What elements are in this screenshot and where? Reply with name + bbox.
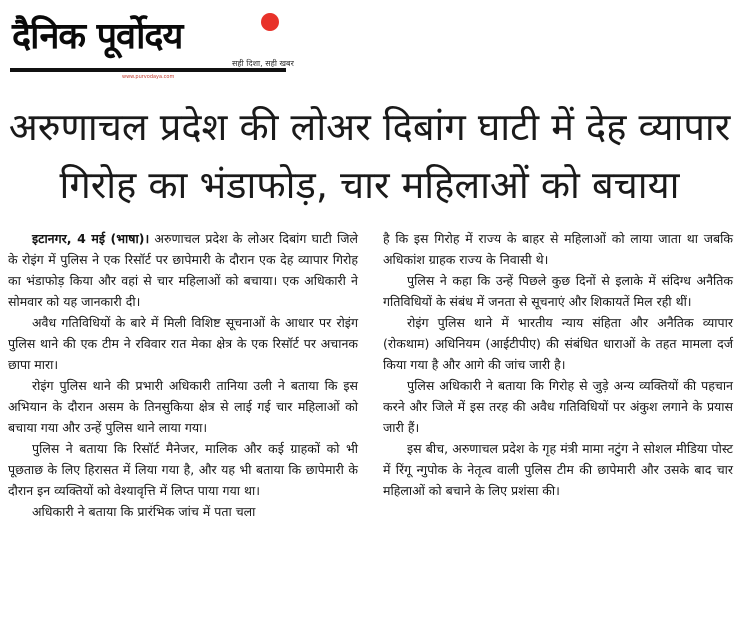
article-paragraph: रोइंग पुलिस थाने की प्रभारी अधिकारी तानिया उली ने बताया कि इस अभियान के दौरान असम के तिनसुकिया क्षेत्र से लाई गई चार महिलाओं को बचाया गया और उन्हें पुलिस थाने लाया गया।	[8, 378, 358, 435]
article-paragraph: इटानगर, 4 मई (भाषा)। अरुणाचल प्रदेश के लोअर दिबांग घाटी जिले के रोइंग में पुलिस ने एक रिसॉर्ट पर छापेमारी के दौरान एक देह व्यापार गिरोह का भंडाफोड़ किया और वहां से चार महिलाओं को बचाया। एक अधिकारी ने सोमवार को यह जानकारी दी।	[8, 231, 358, 309]
masthead-tagline: सही दिशा, सही खबर	[232, 59, 294, 68]
masthead	[10, 4, 294, 80]
sun-logo-icon	[261, 13, 279, 31]
article-paragraph: पुलिस ने कहा कि उन्हें पिछले कुछ दिनों से इलाके में संदिग्ध अनैतिक गतिविधियों के संबंध में जनता से सूचनाएं और शिकायतें मिल रही थीं।	[383, 273, 733, 309]
article-paragraph: है कि इस गिरोह में राज्य के बाहर से महिलाओं को लाया जाता था जबकि अधिकांश ग्राहक राज्य के निवासी थे।	[383, 231, 733, 267]
article-paragraph: पुलिस ने बताया कि रिसॉर्ट मैनेजर, मालिक और कई ग्राहकों को भी पूछताछ के लिए हिरासत में लिया गया है, और यह भी बताया कि छापेमारी के दौरान इन व्यक्तियों को वेश्यावृत्ति में लिप्त पाया गया था।	[8, 441, 358, 498]
headline-line-1: अरुणाचल प्रदेश की लोअर दिबांग घाटी में देह व्यापार	[8, 105, 731, 149]
article-paragraph: इस बीच, अरुणाचल प्रदेश के गृह मंत्री मामा नटुंग ने सोशल मीडिया पोस्ट में रिंगू न्गुपोक के नेतृत्व वाली पुलिस टीम की छापेमारी और उसके बाद चार महिलाओं को बचाने के लिए प्रशंसा की।	[383, 441, 733, 498]
article-paragraph: अधिकारी ने बताया कि प्रारंभिक जांच में पता चला	[32, 504, 256, 519]
article-paragraph: रोइंग पुलिस थाने में भारतीय न्याय संहिता और अनैतिक व्यापार (रोकथाम) अधिनियम (आईटीपीए) की संबंधित धाराओं के तहत मामला दर्ज किया गया है और आगे की जांच जारी है।	[383, 315, 733, 372]
dateline: इटानगर, 4 मई (भाषा)।	[32, 231, 150, 246]
masthead-url: www.purvodaya.com	[122, 74, 175, 80]
article-headline	[0, 98, 739, 214]
newspaper-logo: दैनिक पूर्वोदय	[12, 16, 183, 57]
article-paragraph: पुलिस अधिकारी ने बताया कि गिरोह से जुड़े अन्य व्यक्तियों की पहचान करने और जिले में इस तरह की अवैध गतिविधियों पर अंकुश लगाने के प्रयास जारी हैं।	[383, 378, 733, 435]
article-column-left	[8, 228, 358, 522]
headline-line-2: गिरोह का भंडाफोड़, चार महिलाओं को बचाया	[59, 163, 680, 207]
article-column-right	[383, 228, 733, 501]
masthead-rule	[10, 68, 286, 72]
article-paragraph: अवैध गतिविधियों के बारे में मिली विशिष्ट सूचनाओं के आधार पर रोइंग पुलिस थाने की एक टीम ने रविवार रात मेका क्षेत्र के एक रिसॉर्ट पर अचानक छापा मारा।	[8, 315, 358, 372]
